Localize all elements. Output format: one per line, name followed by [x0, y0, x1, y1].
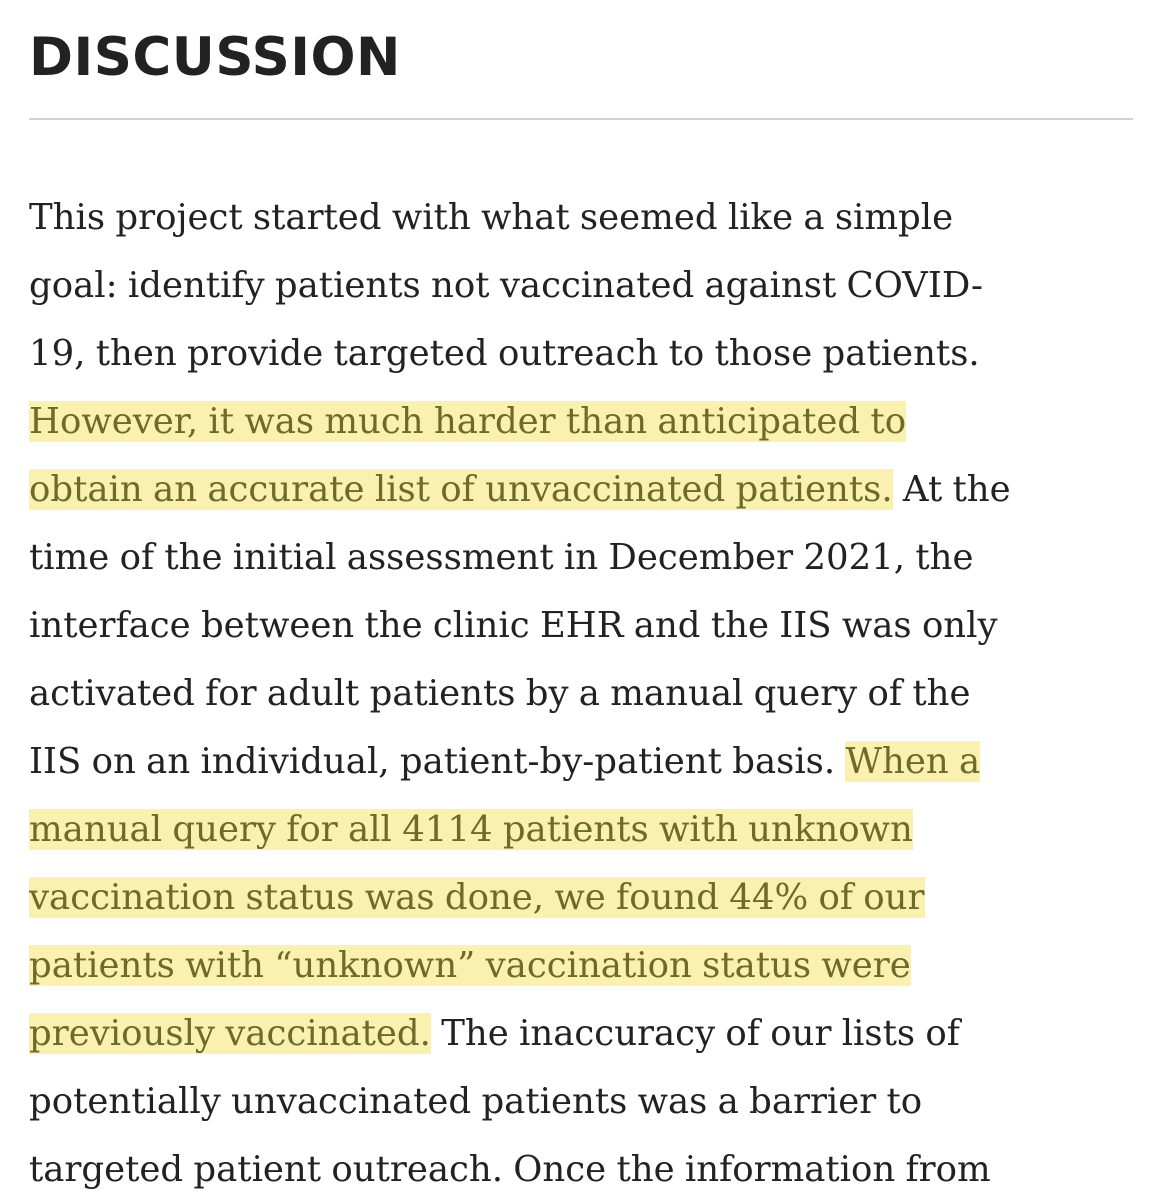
discussion-paragraph [29, 184, 1133, 1204]
paragraph-line [29, 660, 1133, 728]
paragraph-line [29, 1000, 1133, 1068]
highlighted-text: previously vaccinated. [29, 1013, 431, 1054]
highlighted-text: obtain an accurate list of unvaccinated patients. [29, 469, 893, 510]
text-segment: potentially unvaccinated patients was a barrier to [29, 1081, 923, 1122]
paragraph-line [29, 456, 1133, 524]
paragraph-line [29, 184, 1133, 252]
text-segment: IIS on an individual, patient-by-patient basis. [29, 741, 846, 782]
highlighted-text: vaccination status was done, we found 44% of our [29, 877, 925, 918]
paragraph-line [29, 1136, 1133, 1204]
text-segment: 19, then provide targeted outreach to those patients. [29, 333, 980, 374]
paragraph-line [29, 592, 1133, 660]
highlighted-text: However, it was much harder than anticipated to [29, 401, 907, 442]
paragraph-line [29, 728, 1133, 796]
section-heading: DISCUSSION [29, 27, 401, 88]
paragraph-line [29, 864, 1133, 932]
paragraph-line [29, 524, 1133, 592]
paragraph-line [29, 388, 1133, 456]
text-segment: At the [892, 469, 1011, 510]
text-segment: activated for adult patients by a manual query of the [29, 673, 971, 714]
paragraph-line [29, 932, 1133, 1000]
text-segment: This project started with what seemed like a simple [29, 197, 954, 238]
paragraph-line [29, 320, 1133, 388]
highlighted-text: When a [845, 741, 981, 782]
text-segment: targeted patient outreach. Once the information from [29, 1149, 991, 1190]
paragraph-line [29, 1068, 1133, 1136]
highlighted-text: patients with “unknown” vaccination status were [29, 945, 911, 986]
heading-divider [29, 118, 1133, 120]
text-segment: interface between the clinic EHR and the IIS was only [29, 605, 998, 646]
text-segment: The inaccuracy of our lists of [430, 1013, 960, 1054]
paragraph-line [29, 796, 1133, 864]
paragraph-line [29, 252, 1133, 320]
text-segment: time of the initial assessment in December 2021, the [29, 537, 974, 578]
highlighted-text: manual query for all 4114 patients with unknown [29, 809, 913, 850]
text-segment: goal: identify patients not vaccinated against COVID- [29, 265, 983, 306]
